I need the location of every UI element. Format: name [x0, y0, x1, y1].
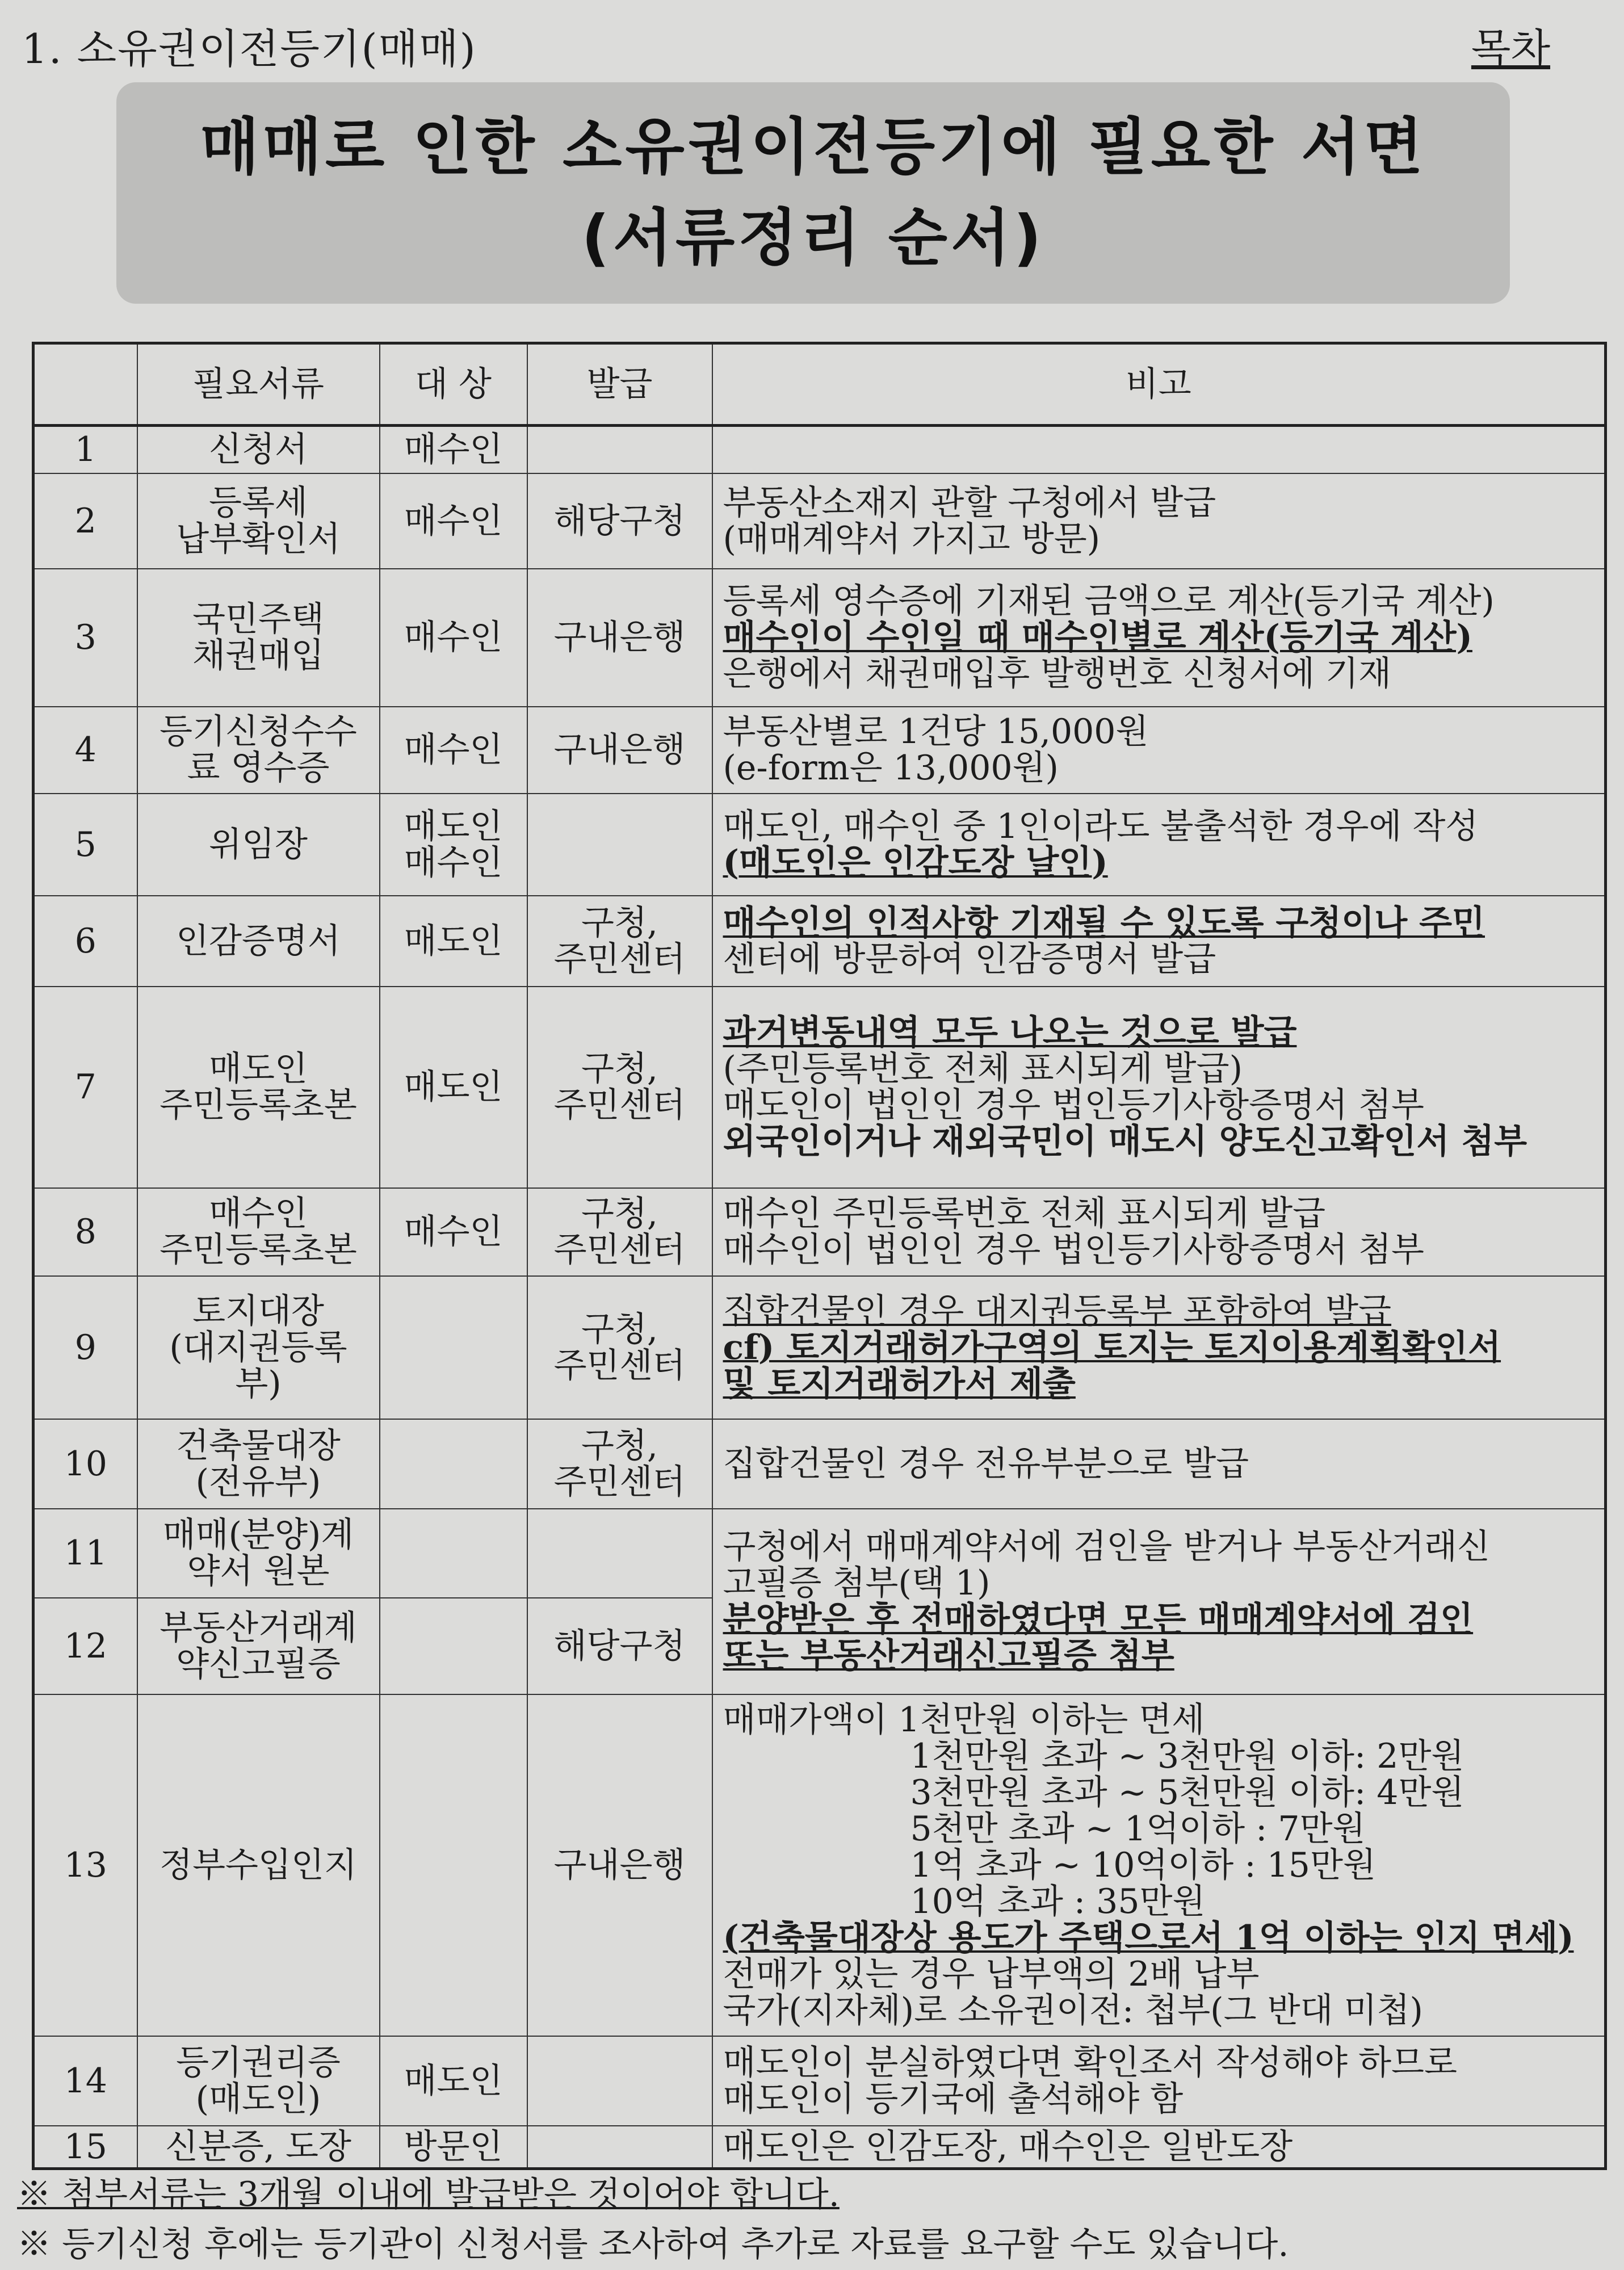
target-cell: 방문인	[380, 2126, 527, 2169]
title-line-2: (서류정리 순서)	[581, 203, 1045, 274]
notes-cell: 매도인이 분실하였다면 확인조서 작성해야 하므로 매도인이 등기국에 출석해야 함	[712, 2036, 1606, 2126]
row-number: 6	[33, 896, 137, 987]
footnotes	[17, 2170, 1606, 2269]
notes-cell: 매수인 주민등록번호 전체 표시되게 발급 매수인이 법인인 경우 법인등기사항증명서 첨부	[712, 1188, 1606, 1276]
target-cell: 매도인	[380, 896, 527, 987]
row-number: 15	[33, 2126, 137, 2169]
row-number: 5	[33, 794, 137, 896]
table-row	[33, 707, 1606, 794]
document-cell: 등기신청수수 료 영수증	[137, 707, 380, 794]
target-cell: 매도인	[380, 987, 527, 1188]
notes-cell: 과거변동내역 모두 나오는 것으로 발급 (주민등록번호 전체 표시되게 발급) 매도인이 법인인 경우 법인등기사항증명서 첨부 외국인이거나 재외국민이 매도시 양도신고확인서 첨부	[712, 987, 1606, 1188]
document-cell: 부동산거래계 약신고필증	[137, 1598, 380, 1694]
table-row	[33, 426, 1606, 473]
table-row	[33, 2036, 1606, 2126]
issuer-cell	[527, 2126, 712, 2169]
row-number: 13	[33, 1694, 137, 2036]
row-number: 3	[33, 569, 137, 707]
target-cell: 매수인	[380, 569, 527, 707]
document-cell: 매수인 주민등록초본	[137, 1188, 380, 1276]
row-number: 10	[33, 1419, 137, 1509]
issuer-cell	[527, 1509, 712, 1598]
document-cell: 신청서	[137, 426, 380, 473]
document-cell: 국민주택 채권매입	[137, 569, 380, 707]
col-header-notes: 비고	[712, 343, 1606, 426]
document-cell: 인감증명서	[137, 896, 380, 987]
table-row	[33, 987, 1606, 1188]
row-number: 12	[33, 1598, 137, 1694]
target-cell: 매도인	[380, 2036, 527, 2126]
row-number: 1	[33, 426, 137, 473]
target-cell	[380, 1694, 527, 2036]
table-row	[33, 1188, 1606, 1276]
col-header-target: 대 상	[380, 343, 527, 426]
table-row	[33, 1509, 1606, 1598]
row-number: 9	[33, 1276, 137, 1419]
issuer-cell: 해당구청	[527, 473, 712, 569]
footnote-2: ※ 등기신청 후에는 등기관이 신청서를 조사하여 추가로 자료를 요구할 수도 있습니다.	[17, 2225, 1289, 2264]
issuer-cell: 구내은행	[527, 569, 712, 707]
col-header-no	[33, 343, 137, 426]
row-number: 8	[33, 1188, 137, 1276]
toc-link[interactable]: 목차	[1471, 25, 1550, 73]
target-cell: 매수인	[380, 473, 527, 569]
notes-cell: 부동산별로 1건당 15,000원 (e-form은 13,000원)	[712, 707, 1606, 794]
row-number: 7	[33, 987, 137, 1188]
notes-cell: 매수인의 인적사항 기재될 수 있도록 구청이나 주민 센터에 방문하여 인감증명서 발급	[712, 896, 1606, 987]
section-label: 1. 소유권이전등기(매매)	[22, 25, 477, 73]
notes-cell: 매매가액이 1천만원 이하는 면세 1천만원 초과 ~ 3천만원 이하: 2만원 3천만원 초과 ~ 5천만원 이하: 4만원 5천만 초과 ~ 1억이하 : 7만원 1억 초과 ~ 10억이하 : 15만원 10억 초과 : 35만원 (건축물대장상 용도가 주택으로서 1억 이하는 인지 면세) 전매가 있는 경우 납부액의 2배 납부 국가(지자체)로 소유권이전: 첩부(그 반대 미첩)	[712, 1694, 1606, 2036]
target-cell: 매수인	[380, 707, 527, 794]
document-cell: 등기권리증 (매도인)	[137, 2036, 380, 2126]
title-box	[116, 82, 1510, 304]
issuer-cell: 구청, 주민센터	[527, 987, 712, 1188]
table-row	[33, 794, 1606, 896]
document-cell: 신분증, 도장	[137, 2126, 380, 2169]
table-header-row	[33, 343, 1606, 426]
target-cell: 매수인	[380, 426, 527, 473]
notes-cell: 부동산소재지 관할 구청에서 발급 (매매계약서 가지고 방문)	[712, 473, 1606, 569]
document-cell: 건축물대장 (전유부)	[137, 1419, 380, 1509]
target-cell	[380, 1419, 527, 1509]
document-cell: 위임장	[137, 794, 380, 896]
issuer-cell	[527, 426, 712, 473]
table-row	[33, 1276, 1606, 1419]
issuer-cell: 구청, 주민센터	[527, 1419, 712, 1509]
issuer-cell: 구청, 주민센터	[527, 896, 712, 987]
row-number: 11	[33, 1509, 137, 1598]
notes-cell: 매도인, 매수인 중 1인이라도 불출석한 경우에 작성 (매도인은 인감도장 날인)	[712, 794, 1606, 896]
target-cell	[380, 1509, 527, 1598]
document-cell: 매도인 주민등록초본	[137, 987, 380, 1188]
document-cell: 등록세 납부확인서	[137, 473, 380, 569]
notes-cell: 등록세 영수증에 기재된 금액으로 계산(등기국 계산) 매수인이 수인일 때 매수인별로 계산(등기국 계산) 은행에서 채권매입후 발행번호 신청서에 기재	[712, 569, 1606, 707]
table-row	[33, 1694, 1606, 2036]
document-cell: 토지대장 (대지권등록 부)	[137, 1276, 380, 1419]
notes-cell: 구청에서 매매계약서에 검인을 받거나 부동산거래신 고필증 첨부(택 1) 분양받은 후 전매하였다면 모든 매매계약서에 검인 또는 부동산거래신고필증 첨부	[712, 1509, 1606, 1694]
issuer-cell: 구내은행	[527, 707, 712, 794]
target-cell: 매도인 매수인	[380, 794, 527, 896]
issuer-cell	[527, 2036, 712, 2126]
table-row	[33, 2126, 1606, 2169]
issuer-cell: 구청, 주민센터	[527, 1188, 712, 1276]
required-documents-table	[32, 342, 1607, 2170]
col-header-document: 필요서류	[137, 343, 380, 426]
issuer-cell: 해당구청	[527, 1598, 712, 1694]
notes-cell	[712, 426, 1606, 473]
title-line-1: 매매로 인한 소유권이전등기에 필요한 서면	[200, 112, 1426, 183]
table-row	[33, 473, 1606, 569]
document-cell: 매매(분양)계 약서 원본	[137, 1509, 380, 1598]
document-cell: 정부수입인지	[137, 1694, 380, 2036]
table-row	[33, 896, 1606, 987]
issuer-cell: 구청, 주민센터	[527, 1276, 712, 1419]
footnote-1: ※ 첨부서류는 3개월 이내에 발급받은 것이어야 합니다.	[17, 2175, 840, 2214]
issuer-cell	[527, 794, 712, 896]
target-cell	[380, 1276, 527, 1419]
table-row	[33, 569, 1606, 707]
col-header-issuer: 발급	[527, 343, 712, 426]
target-cell	[380, 1598, 527, 1694]
target-cell: 매수인	[380, 1188, 527, 1276]
notes-cell: 집합건물인 경우 전유부분으로 발급	[712, 1419, 1606, 1509]
row-number: 4	[33, 707, 137, 794]
row-number: 2	[33, 473, 137, 569]
row-number: 14	[33, 2036, 137, 2126]
notes-cell: 집합건물인 경우 대지권등록부 포함하여 발급 cf) 토지거래허가구역의 토지는 토지이용계획확인서 및 토지거래허가서 제출	[712, 1276, 1606, 1419]
notes-cell: 매도인은 인감도장, 매수인은 일반도장	[712, 2126, 1606, 2169]
issuer-cell: 구내은행	[527, 1694, 712, 2036]
table-row	[33, 1419, 1606, 1509]
